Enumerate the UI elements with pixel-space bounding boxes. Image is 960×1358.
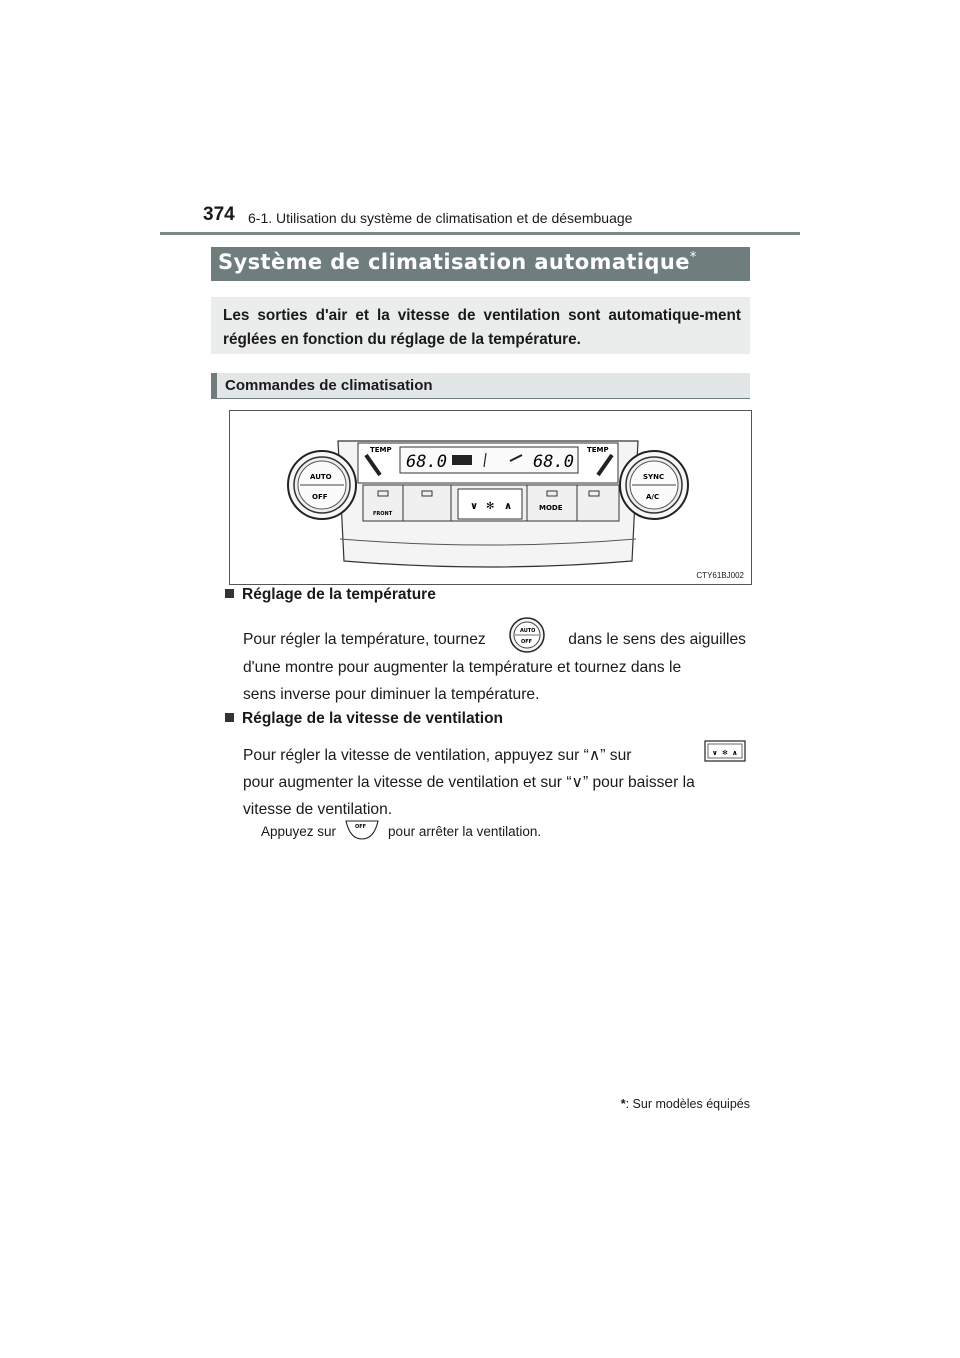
temperature-line2: d'une montre pour augmenter la température et tournez dans le — [243, 659, 682, 676]
sync-knob-label: SYNC — [643, 473, 665, 481]
temperature-heading-text: Réglage de la température — [242, 586, 436, 603]
intro-text: Les sorties d'air et la vitesse de ventilation sont automatique-ment réglées en fonction du réglage de la température. — [223, 307, 741, 348]
off-knob-label: OFF — [312, 493, 328, 501]
climate-panel-figure — [229, 410, 752, 585]
intro-box — [211, 297, 750, 354]
fan-off-note — [261, 819, 541, 844]
fan-level-bars — [452, 455, 472, 465]
off-icon-label: OFF — [520, 638, 533, 645]
temperature-heading — [225, 586, 436, 604]
svg-text:✻: ✻ — [722, 749, 728, 757]
fan-speed-button-icon — [704, 740, 746, 771]
fan-line2a: pour augmenter la vitesse de ventilation et sur “ — [243, 774, 572, 791]
ac-knob-label: A/C — [646, 493, 660, 501]
footnote-star: * — [620, 1097, 626, 1111]
mode-label: MODE — [539, 504, 563, 512]
header-rule — [160, 232, 800, 235]
auto-knob-label: AUTO — [310, 473, 332, 481]
title-star: * — [689, 250, 697, 265]
section-accent — [211, 373, 217, 399]
footnote-text: : Sur modèles équipés — [625, 1097, 750, 1111]
auto-icon-label: AUTO — [519, 627, 536, 634]
note-text-b: pour arrêter la ventilation. — [388, 824, 542, 839]
temperature-line1b: dans le sens des aiguilles — [568, 630, 746, 648]
section-title: Commandes de climatisation — [225, 377, 433, 394]
off-button-label: OFF — [355, 824, 367, 830]
fan-paragraph — [243, 742, 746, 823]
square-bullet-icon — [225, 589, 234, 598]
figure-code: CTY61BJ002 — [696, 571, 744, 580]
fan-line1a: Pour régler la vitesse de ventilation, appuyez sur “ — [243, 747, 589, 764]
fan-off-button-icon — [344, 819, 380, 844]
fan-heading — [225, 710, 503, 728]
temperature-line3: sens inverse pour diminuer la température. — [243, 686, 540, 703]
page-number: 374 — [203, 204, 235, 225]
temp-left-label: TEMP — [370, 446, 392, 454]
fan-line1b: ” sur — [600, 747, 632, 764]
temp-right-label: TEMP — [587, 446, 609, 454]
temperature-paragraph — [243, 624, 746, 708]
svg-text:✻: ✻ — [486, 501, 495, 512]
up-symbol: ∧ — [588, 747, 601, 764]
footnote — [621, 1097, 750, 1111]
note-text-a: Appuyez sur — [261, 824, 337, 839]
climate-panel-illustration — [230, 411, 751, 584]
svg-text:∨: ∨ — [470, 501, 479, 512]
temperature-line1a: Pour régler la température, tournez — [243, 630, 486, 648]
fan-line2a-group — [243, 769, 695, 796]
page-title — [218, 250, 697, 274]
title-bar — [211, 247, 750, 281]
running-header: 6-1. Utilisation du système de climatisation et de désembuage — [248, 210, 633, 226]
fan-heading-text: Réglage de la vitesse de ventilation — [242, 710, 504, 727]
fan-line2b: ” pour baisser la — [582, 774, 695, 791]
display-right-temp: 68.0 — [533, 452, 574, 472]
title-label: Système de climatisation automatique — [218, 250, 690, 274]
fan-line3: vitesse de ventilation. — [243, 801, 393, 818]
section-heading-bar — [211, 373, 750, 399]
display-left-temp: 68.0 — [406, 452, 447, 472]
front-label: FRONT — [373, 511, 393, 517]
fan-line1a-group — [243, 742, 631, 769]
svg-text:∧: ∧ — [732, 749, 738, 757]
down-symbol: ∨ — [571, 774, 583, 791]
svg-text:∧: ∧ — [504, 501, 513, 512]
svg-text:∨: ∨ — [712, 749, 718, 757]
square-bullet-icon — [225, 713, 234, 722]
